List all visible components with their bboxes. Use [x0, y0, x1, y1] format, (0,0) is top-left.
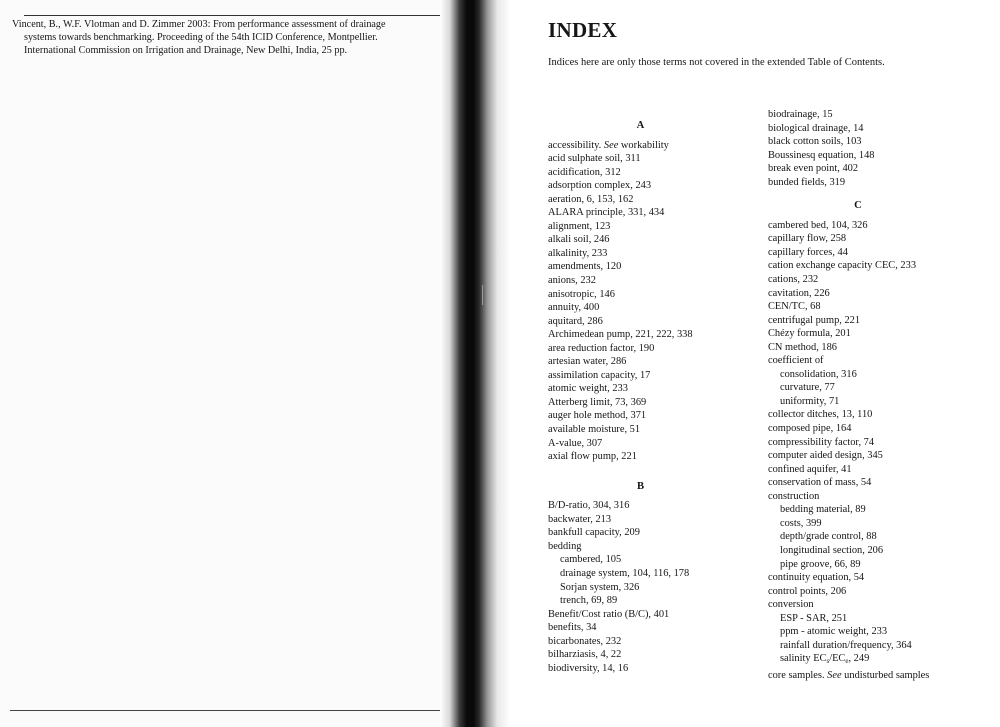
index-entry: ALARA principle, 331, 434	[548, 207, 665, 219]
index-subentry: ppm - atomic weight, 233	[780, 626, 888, 638]
index-entry: amendments, 120	[548, 261, 622, 273]
index-entry: alkalinity, 233	[548, 247, 608, 259]
index-entry: cation exchange capacity CEC, 233	[768, 260, 917, 272]
index-term: accessibility.	[548, 139, 604, 151]
index-entry: bedding	[548, 540, 582, 552]
index-entry: control points, 206	[768, 585, 847, 597]
index-entry: computer aided design, 345	[768, 450, 883, 462]
index-entry: collector ditches, 13, 110	[768, 409, 873, 421]
index-term: salinity EC	[780, 653, 827, 665]
index-entry: compressibility factor, 74	[768, 436, 875, 448]
index-entry: auger hole method, 371	[548, 410, 647, 422]
index-entry: axial flow pump, 221	[548, 451, 637, 463]
index-subentry: uniformity, 71	[780, 395, 840, 407]
index-entry: atomic weight, 233	[548, 383, 628, 395]
index-entry	[768, 669, 993, 683]
index-entry: B/D-ratio, 304, 316	[548, 500, 630, 512]
bottom-rule	[10, 710, 450, 711]
see-label: See	[603, 139, 619, 151]
index-entry: confined aquifer, 41	[768, 463, 852, 475]
section-heading-b: B	[636, 480, 645, 492]
index-subentry: rainfall duration/frequency, 364	[780, 639, 912, 651]
reference-entry	[12, 19, 452, 58]
index-entry: Atterberg limit, 73, 369	[548, 396, 647, 408]
index-entry: capillary forces, 44	[768, 246, 848, 258]
section-spacer	[548, 464, 748, 476]
book-gutter-shadow	[440, 0, 510, 727]
index-entry: biodiversity, 14, 16	[548, 662, 629, 674]
index-entry: anions, 232	[548, 275, 596, 287]
index-term: undisturbed samples	[841, 669, 930, 681]
index-subentry: bedding material, 89	[780, 504, 866, 516]
subscript: e	[845, 657, 849, 666]
index-entry: alignment, 123	[548, 220, 611, 232]
see-label: See	[827, 669, 842, 681]
index-entry: Benefit/Cost ratio (B/C), 401	[548, 608, 670, 620]
index-entry: aeration, 6, 153, 162	[548, 193, 634, 205]
top-rule	[24, 15, 442, 16]
index-entry: artesian water, 286	[548, 356, 627, 368]
index-entry: acidification, 312	[548, 166, 621, 178]
index-term: workability	[618, 139, 669, 151]
reference-line: Vincent, B., W.F. Vlotman and D. Zimmer 2003: From performance assessment of drainage	[12, 19, 386, 30]
index-entry: cations, 232	[768, 274, 819, 286]
section-spacer	[768, 189, 993, 195]
index-subentry: depth/grade control, 88	[780, 531, 877, 543]
index-entry: coefficient of	[768, 355, 824, 367]
index-term: core samples.	[768, 669, 828, 681]
index-term: /EC	[829, 653, 846, 665]
reference-line: International Commission on Irrigation and Drainage, New Delhi, India, 25 pp.	[24, 44, 348, 56]
index-subentry: trench, 69, 89	[560, 595, 618, 607]
index-entry: composed pipe, 164	[768, 423, 852, 435]
index-entry: centrifugal pump, 221	[768, 314, 861, 326]
index-subentry: longitudinal section, 206	[780, 544, 884, 556]
index-subentry: ESP - SAR, 251	[780, 612, 848, 624]
index-entry: bicarbonates, 232	[548, 635, 622, 647]
index-subentry	[768, 652, 993, 669]
index-entry: bunded fields, 319	[768, 176, 846, 188]
index-entry: area reduction factor, 190	[548, 342, 655, 354]
index-subentry: costs, 399	[780, 517, 822, 529]
index-entry: aquitard, 286	[548, 315, 603, 327]
index-entry: Archimedean pump, 221, 222, 338	[548, 329, 693, 341]
index-entry	[548, 139, 748, 153]
index-entry: alkali soil, 246	[548, 234, 610, 246]
index-entry: break even point, 402	[768, 163, 859, 175]
index-subentry: Sorjan system, 326	[560, 581, 640, 593]
index-entry: adsorption complex, 243	[548, 180, 652, 192]
section-heading-a: A	[636, 120, 645, 131]
index-entry: bankfull capacity, 209	[548, 527, 640, 539]
index-intro: Indices here are only those terms not covered in the extended Table of Contents.	[548, 57, 885, 68]
index-subentry: drainage system, 104, 116, 178	[560, 567, 690, 579]
page-mark	[482, 285, 483, 305]
index-column-2	[768, 108, 993, 682]
index-entry: CN method, 186	[768, 341, 837, 353]
reference-line: systems towards benchmarking. Proceeding of the 54th ICID Conference, Montpellier.	[24, 31, 378, 43]
index-subentry: curvature, 77	[780, 382, 835, 394]
index-entry: benefits, 34	[548, 622, 597, 634]
index-entry: black cotton soils, 103	[768, 136, 862, 148]
index-entry: biological drainage, 14	[768, 122, 864, 134]
index-entry: cavitation, 226	[768, 287, 830, 299]
index-entry: acid sulphate soil, 311	[548, 153, 641, 165]
index-entry: anisotropic, 146	[548, 288, 615, 300]
page-title: INDEX	[548, 18, 618, 42]
index-subentry: consolidation, 316	[780, 368, 857, 380]
index-entry: bilharziasis, 4, 22	[548, 649, 622, 661]
index-entry: conversion	[768, 599, 814, 611]
index-subentry: cambered, 105	[560, 554, 622, 566]
section-heading-c: C	[854, 200, 862, 212]
index-entry: cambered bed, 104, 326	[768, 219, 868, 231]
subscript: s	[826, 657, 830, 666]
index-entry: capillary flow, 258	[768, 233, 847, 245]
left-page	[0, 0, 460, 727]
index-entry: conservation of mass, 54	[768, 477, 872, 489]
index-entry: Chézy formula, 201	[768, 328, 851, 340]
index-entry: A-value, 307	[548, 437, 603, 449]
index-entry: assimilation capacity, 17	[548, 369, 651, 381]
index-entry: CEN/TC, 68	[768, 301, 821, 313]
index-entry: annuity, 400	[548, 302, 600, 314]
index-subentry: pipe groove, 66, 89	[780, 558, 861, 570]
index-entry: biodrainage, 15	[768, 109, 833, 120]
index-column-1	[548, 115, 748, 675]
index-entry: Boussinesq equation, 148	[768, 149, 875, 161]
index-entry: construction	[768, 490, 820, 502]
index-entry: backwater, 213	[548, 513, 612, 525]
index-entry: available moisture, 51	[548, 424, 641, 436]
page-numbers: , 249	[848, 653, 870, 665]
index-entry: continuity equation, 54	[768, 572, 865, 584]
